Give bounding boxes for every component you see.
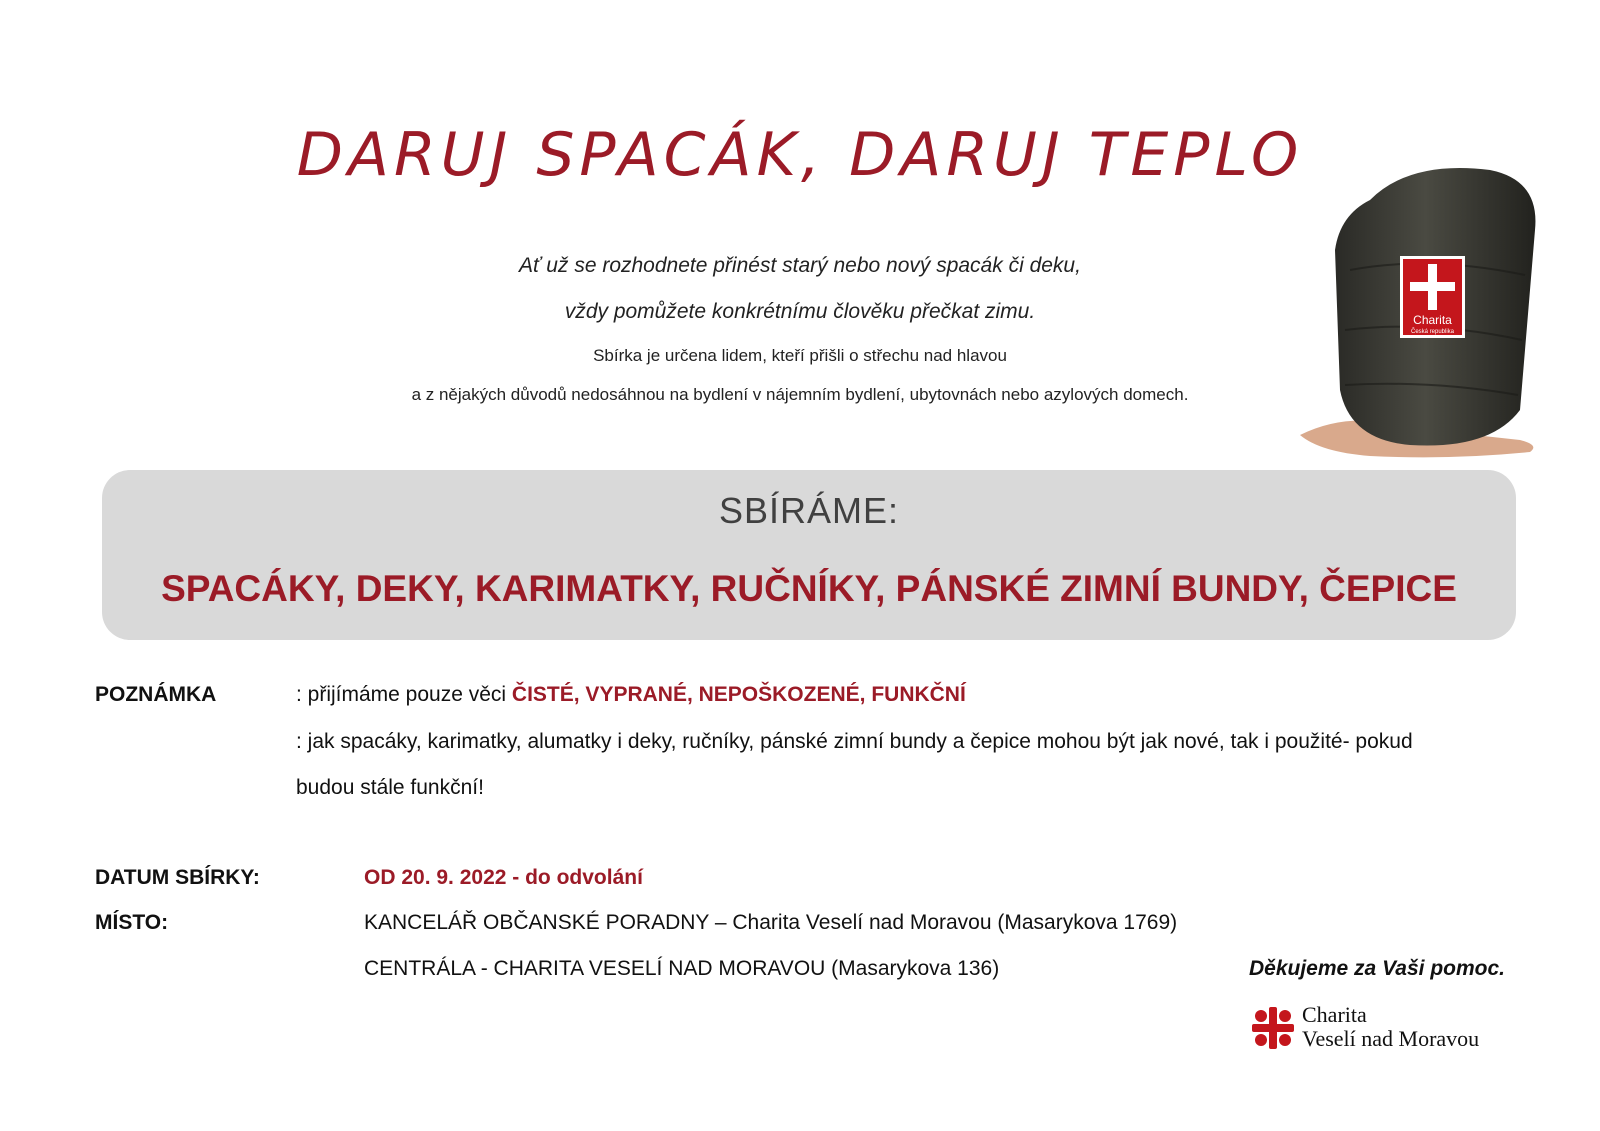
note-line-1-prefix: : přijímáme pouze věci xyxy=(296,683,512,706)
sleeping-bag-image xyxy=(1290,160,1570,470)
place-line-1: KANCELÁŘ OBČANSKÉ PORADNY – Charita Veselí nad Moravou (Masarykova 1769) xyxy=(364,911,1178,934)
charita-badge xyxy=(1400,256,1465,338)
note-emphasis: ČISTÉ, VYPRANÉ, NEPOŠKOZENÉ, FUNKČNÍ xyxy=(511,683,966,706)
note-label: POZNÁMKA xyxy=(95,683,217,706)
collection-heading: SBÍRÁME: xyxy=(718,490,900,531)
intro-line-2: vždy pomůžete konkrétnímu člověku přečkat zimu. xyxy=(564,300,1036,323)
charita-logo xyxy=(1250,1003,1510,1053)
note-line-3: budou stále funkční! xyxy=(296,776,484,799)
badge-name: Charita xyxy=(1413,313,1452,327)
date-label: DATUM SBÍRKY: xyxy=(95,866,260,889)
note-line-1 xyxy=(296,683,966,707)
intro-line-4: a z nějakých důvodů nedosáhnou na bydlení v nájemním bydlení, ubytovnách nebo azylových domech. xyxy=(411,385,1189,404)
page-title: DARUJ SPACÁK, DARUJ TEPLO xyxy=(296,120,1304,190)
badge-sub: Česká republika xyxy=(1410,329,1455,335)
intro-line-1: Ať už se rozhodnete přinést starý nebo nový spacák či deku, xyxy=(519,254,1081,277)
thanks-text: Děkujeme za Vaši pomoc. xyxy=(1249,957,1505,980)
place-line-2: CENTRÁLA - CHARITA VESELÍ NAD MORAVOU (Masarykova 136) xyxy=(364,957,1000,980)
place-label: MÍSTO: xyxy=(95,911,169,934)
note-line-2: : jak spacáky, karimatky, alumatky i deky, ručníky, pánské zimní bundy a čepice mohou být jak nové, tak i použité- pokud xyxy=(296,730,1413,753)
date-value: OD 20. 9. 2022 - do odvolání xyxy=(364,866,643,889)
charita-cross-icon xyxy=(1250,1005,1296,1051)
intro-line-3: Sbírka je určena lidem, kteří přišli o střechu nad hlavou xyxy=(593,346,1007,365)
collection-box xyxy=(102,470,1516,640)
logo-line-1: Charita xyxy=(1302,1002,1367,1027)
logo-line-2: Veselí nad Moravou xyxy=(1302,1026,1480,1051)
collection-items: SPACÁKY, DEKY, KARIMATKY, RUČNÍKY, PÁNSKÉ ZIMNÍ BUNDY, ČEPICE xyxy=(161,568,1457,609)
